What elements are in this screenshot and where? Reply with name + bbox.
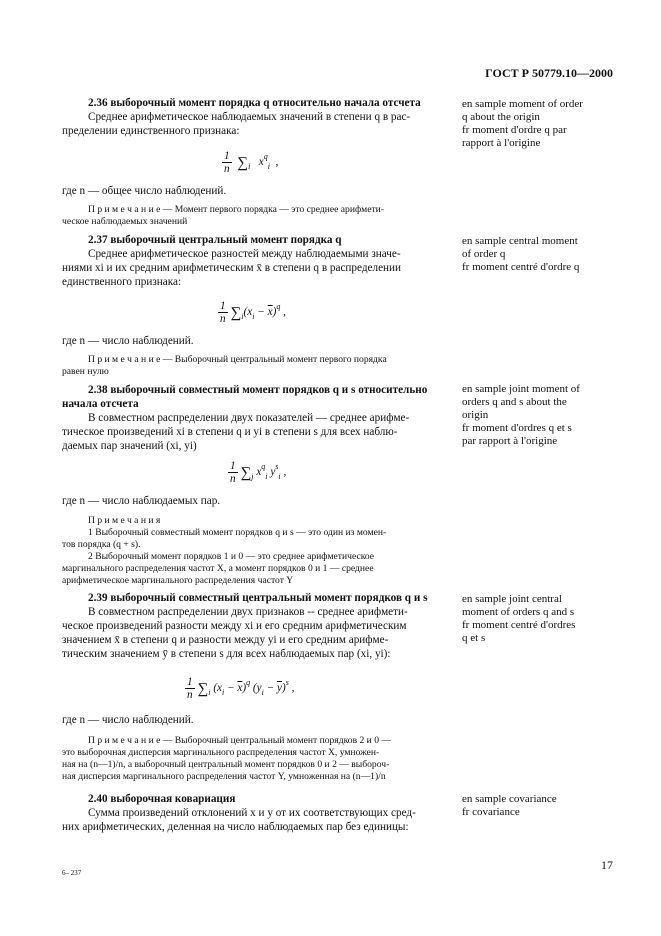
note-text: 2 Выборочный момент порядков 1 и 0 — это среднее арифметическое <box>88 551 375 562</box>
note-text: арифметическое маргинального распределения частот Y <box>62 575 294 586</box>
definition-line: единственного признака: <box>62 276 182 288</box>
side-term: en sample joint central <box>462 593 562 605</box>
section-2-38 <box>62 383 450 453</box>
notes-heading: Примечания <box>88 515 163 526</box>
note-text: тов порядка (q + s). <box>62 539 141 550</box>
side-term: q et s <box>462 632 486 644</box>
where-text: где n — общее число наблюдений. <box>62 185 227 197</box>
side-term: rapport à l'origine <box>462 137 541 149</box>
definition-line: тическим значением ȳ в степени s для всех наблюдаемых пар (xi, yi): <box>62 648 391 660</box>
formula-2-38: $\frac{1}{n}$ $\sum_j$ $x^q_i$ $y^s_i$ , <box>230 460 287 485</box>
note-text: П р и м е ч а н и е — Момент первого порядка — это среднее арифмети- <box>88 204 385 215</box>
section-2-39 <box>62 591 450 661</box>
side-term: en sample joint moment of <box>462 383 580 395</box>
section-2-37 <box>62 233 450 289</box>
where-text: где n — число наблюдаемых пар. <box>62 495 221 507</box>
note-text: это выборочная дисперсия маргинального распределения частот X, умножен- <box>62 747 380 758</box>
side-term: fr moment centré d'ordre q <box>462 261 580 273</box>
section-2-36 <box>62 96 450 138</box>
print-code: 6– 237 <box>62 869 82 877</box>
term-title: 2.37 выборочный центральный момент порядка q <box>88 234 342 246</box>
term-title: 2.39 выборочный совместный центральный момент порядков q и s <box>88 592 428 604</box>
section-2-40 <box>62 792 450 834</box>
standard-header: ГОСТ Р 50779.10—2000 <box>485 66 613 80</box>
where-text: где n — число наблюдений. <box>62 335 194 347</box>
side-term: en sample moment of order <box>462 98 583 110</box>
definition-line: ниями xi и их средним арифметическим x̄ в степени q в распределении <box>62 262 401 274</box>
side-terms-2-40 <box>462 793 599 819</box>
note-text: 1 Выборочный совместный момент порядков q и s — это один из момен- <box>88 527 387 538</box>
side-terms-2-38 <box>462 383 599 448</box>
side-term: fr moment d'ordres q et s <box>462 422 572 434</box>
note-text: П р и м е ч а н и е — Выборочный центральный момент первого порядка <box>88 354 387 365</box>
term-title: 2.38 выборочный совместный момент порядков q и s относительно <box>88 384 428 396</box>
formula-2-39: $\frac{1}{n}$ $\sum_i$ $(x_i - \overline{x})^q$ $(y_i - \overline{y})^s$ , <box>187 676 295 701</box>
section-2-36-after <box>62 184 450 228</box>
side-term: moment of orders q and s <box>462 606 575 618</box>
term-title: 2.36 выборочный момент порядка q относительно начала отсчета <box>88 97 421 109</box>
side-term: orders q and s about the <box>462 396 567 408</box>
term-title: 2.40 выборочная ковариация <box>88 793 236 805</box>
section-2-39-after <box>62 713 450 783</box>
side-term: en sample central moment <box>462 235 578 247</box>
formula-2-36: $\frac{1}{n}$ $\sum_i$ $x^q_i$ , <box>224 150 279 175</box>
side-term: fr moment centré d'ordres <box>462 619 576 631</box>
definition-line: Среднее арифметическое наблюдаемых значений в степени q в рас- <box>88 111 411 123</box>
definition-line: пределении единственного признака: <box>62 125 240 137</box>
definition-line: В совместном распределении двух показателей — среднее арифме- <box>88 412 410 424</box>
note-text: П р и м е ч а н и е — Выборочный центральный момент порядков 2 и 0 — <box>88 735 392 746</box>
definition-line: В совместном распределении двух признаков -- среднее арифмети- <box>88 606 408 618</box>
definition-line: значением x̄ в степени q и разности между yi и его средним арифме- <box>62 634 389 646</box>
formula-2-37: $\frac{1}{n}$ $\sum_i(x_i - \overline{x})^q$ , <box>220 300 286 325</box>
note-text: ная на (n—1)/n, а выборочный центральный момент порядков 0 и 2 — выбороч- <box>62 759 390 770</box>
side-term: q about the origin <box>462 111 540 123</box>
section-2-38-after <box>62 494 450 587</box>
definition-line: Сумма произведений отклонений x и y от их соответствующих сред- <box>88 807 416 819</box>
side-term: origin <box>462 409 489 421</box>
side-terms-2-37 <box>462 235 599 274</box>
side-term: fr covariance <box>462 806 520 818</box>
page-number: 17 <box>601 858 613 872</box>
term-title: начала отсчета <box>62 398 139 410</box>
definition-line: них арифметических, деленная на число наблюдаемых пар без единицы: <box>62 821 409 833</box>
definition-line: даемых пар значений (xi, yi) <box>62 440 197 452</box>
definition-line: ческое произведений разности между xi и его средним арифметическим <box>62 620 407 632</box>
side-term: en sample covariance <box>462 793 557 805</box>
note-text: ная дисперсия маргинального распределения частот Y, умноженная на (n—1)/n <box>62 771 386 782</box>
side-terms-2-39 <box>462 593 599 645</box>
note-text: равен нулю <box>62 366 109 377</box>
side-term: par rapport à l'origine <box>462 435 558 447</box>
where-text: где n — число наблюдений. <box>62 714 194 726</box>
section-2-37-after <box>62 334 450 378</box>
note-text: маргинального распределения частот X, а момент порядков 0 и 1 — среднее <box>62 563 374 574</box>
definition-line: Среднее арифметическое разностей между наблюдаемыми значе- <box>88 248 401 260</box>
note-text: ческое наблюдаемых значений <box>62 216 188 227</box>
definition-line: тическое произведений xi в степени q и yi в степени s для всех наблю- <box>62 426 398 438</box>
side-term: fr moment d'ordre q par <box>462 124 567 136</box>
side-terms-2-36 <box>462 98 599 150</box>
side-term: of order q <box>462 248 506 260</box>
